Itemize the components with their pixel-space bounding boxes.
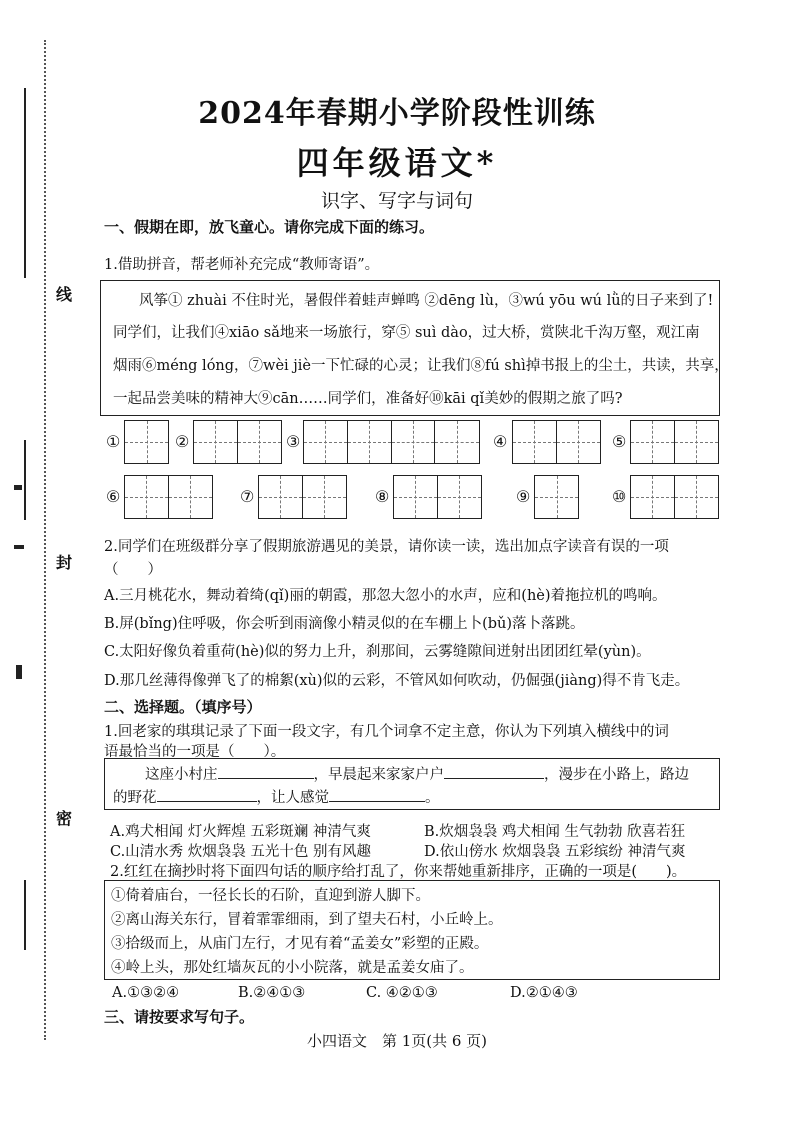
writing-grid-3[interactable] (303, 420, 480, 464)
q2-option-d: D.那几丝薄得像弹飞了的棉絮(xù)似的云彩，不管风如何吹动，仍倔强(jiàng)得不肯飞走。 (104, 673, 690, 689)
writing-grid-8[interactable] (393, 475, 482, 519)
sentence-4: ④岭上头，那处红墙灰瓦的小小院落，就是孟姜女庙了。 (111, 960, 474, 976)
p2-q1-option-c: C.山清水秀 炊烟袅袅 五光十色 别有风趣 (110, 844, 372, 860)
p2-q2-option-b: B.②④①③ (238, 985, 306, 1001)
p2-q2-option-d: D.②①④③ (510, 985, 578, 1001)
part3-heading: 三、请按要求写句子。 (104, 1008, 255, 1026)
grid-number: ⑨ (516, 487, 531, 506)
p2-q2-option-a: A.①③②④ (112, 985, 180, 1001)
teacher-message-box (100, 280, 729, 416)
fill-blank-box (104, 758, 720, 810)
q2-option-b: B.屏(bǐng)住呼吸，你会听到雨滴像小精灵似的在车棚上卜(bǔ)落卜落跳。 (104, 616, 585, 632)
writing-grid-10[interactable] (630, 475, 719, 519)
passage-line: 同学们，让我们④xiāo sǎ地来一场旅行，穿⑤ suì dào，过大桥，赏陕北千沟万壑，观江南 (113, 325, 700, 341)
sentence-order-box (104, 880, 720, 980)
passage-line: 一起品尝美味的精神大⑨cān……同学们，准备好⑩kāi qǐ美妙的假期之旅了吗? (113, 391, 623, 407)
writing-grid-2[interactable] (193, 420, 282, 464)
part1-heading: 一、假期在即，放飞童心。请你完成下面的练习。 (104, 218, 435, 236)
writing-grid-6[interactable] (124, 475, 213, 519)
p2-q1-prompt: 1.回老家的琪琪记录了下面一段文字，有几个词拿不定主意，你认为下列填入横线中的词 (104, 724, 669, 740)
grid-number: ④ (493, 432, 508, 451)
grid-number: ⑤ (612, 432, 627, 451)
exam-title: 2024年春期小学阶段性训练 (198, 96, 596, 131)
grid-number: ⑩ (612, 487, 627, 506)
grid-number: ③ (286, 432, 301, 451)
binding-char-feng: 封 (56, 553, 73, 572)
binding-line (24, 880, 26, 950)
grid-number: ⑦ (240, 487, 255, 506)
binding-char-xian: 线 (56, 285, 73, 304)
p2-q1-option-b: B.炊烟袅袅 鸡犬相闻 生气勃勃 欣喜若狂 (424, 824, 686, 840)
p2-q2-option-c: C. ④②①③ (366, 985, 438, 1001)
writing-grid-1[interactable] (124, 420, 169, 464)
grid-number: ② (175, 432, 190, 451)
passage-line: 风筝① zhuài 不住时光，暑假伴着蛙声蝉鸣 ②dēng lù，③wú yōu wú lǜ的日子来到了! (139, 293, 714, 309)
section-title: 识字、写字与词句 (320, 190, 473, 212)
q2-option-c: C.太阳好像负着重荷(hè)似的努力上升，刹那间，云雾缝隙间迸射出团团红晕(yùn)。 (104, 644, 651, 660)
part2-heading: 二、选择题。（填序号） (104, 698, 262, 716)
grid-number: ⑥ (106, 487, 121, 506)
q2-option-a: A.三月桃花水，舞动着绮(qǐ)丽的朝霞，那忽大忽小的水声，应和(hè)着拖拉机的鸣响。 (104, 588, 667, 604)
writing-grid-4[interactable] (512, 420, 601, 464)
margin-mark (14, 545, 24, 549)
writing-grid-5[interactable] (630, 420, 719, 464)
sentence-3: ③拾级而上，从庙门左行，才见有着“孟姜女”彩塑的正殿。 (111, 936, 489, 952)
q1-prompt: 1.借助拼音，帮老师补充完成“教师寄语”。 (104, 257, 380, 273)
blank-2[interactable] (444, 778, 544, 779)
sentence-2: ②离山海关东行，冒着霏霏细雨，到了望夫石村，小丘岭上。 (111, 912, 503, 928)
exam-subtitle: 四年级语文* (296, 144, 498, 182)
blank-1[interactable] (218, 778, 314, 779)
passage-line: 烟雨⑥méng lóng，⑦wèi jiè一下忙碌的心灵；让我们⑧fú shì掉书报上的尘土，共读，共享， (113, 358, 729, 374)
blank-4[interactable] (329, 801, 425, 802)
grid-number: ⑧ (375, 487, 390, 506)
p2-q1-option-d: D.依山傍水 炊烟袅袅 五彩缤纷 神清气爽 (424, 844, 686, 860)
margin-mark (14, 485, 22, 490)
fill-blank-line-1: 这座小村庄 ，早晨起来家家户户 ，漫步在小路上，路边 (145, 767, 689, 783)
p2-q1-option-a: A.鸡犬相闻 灯火辉煌 五彩斑斓 神清气爽 (110, 824, 371, 840)
writing-grid-7[interactable] (258, 475, 347, 519)
fill-blank-line-2: 的野花 ，让人感觉 。 (113, 790, 440, 806)
q2-answer-paren[interactable]: （ ） (104, 562, 162, 578)
page-footer: 小四语文 第 1页(共 6 页) (306, 1032, 488, 1050)
blank-3[interactable] (157, 801, 257, 802)
binding-line (24, 440, 26, 520)
q2-prompt: 2.同学们在班级群分享了假期旅游遇见的美景，请你读一读，选出加点字读音有误的一项 (104, 539, 669, 555)
writing-grid-9[interactable] (534, 475, 579, 519)
margin-mark (16, 665, 22, 679)
p2-q1-prompt-cont: 语最恰当的一项是（ ）。 (104, 744, 286, 760)
binding-char-mi: 密 (56, 809, 73, 828)
p2-q2-prompt: 2.红红在摘抄时将下面四句话的顺序给打乱了，你来帮她重新排序，正确的一项是( )。 (110, 864, 687, 880)
grid-number: ① (106, 432, 121, 451)
sentence-1: ①倚着庙台，一径长长的石阶，直迎到游人脚下。 (111, 888, 430, 904)
